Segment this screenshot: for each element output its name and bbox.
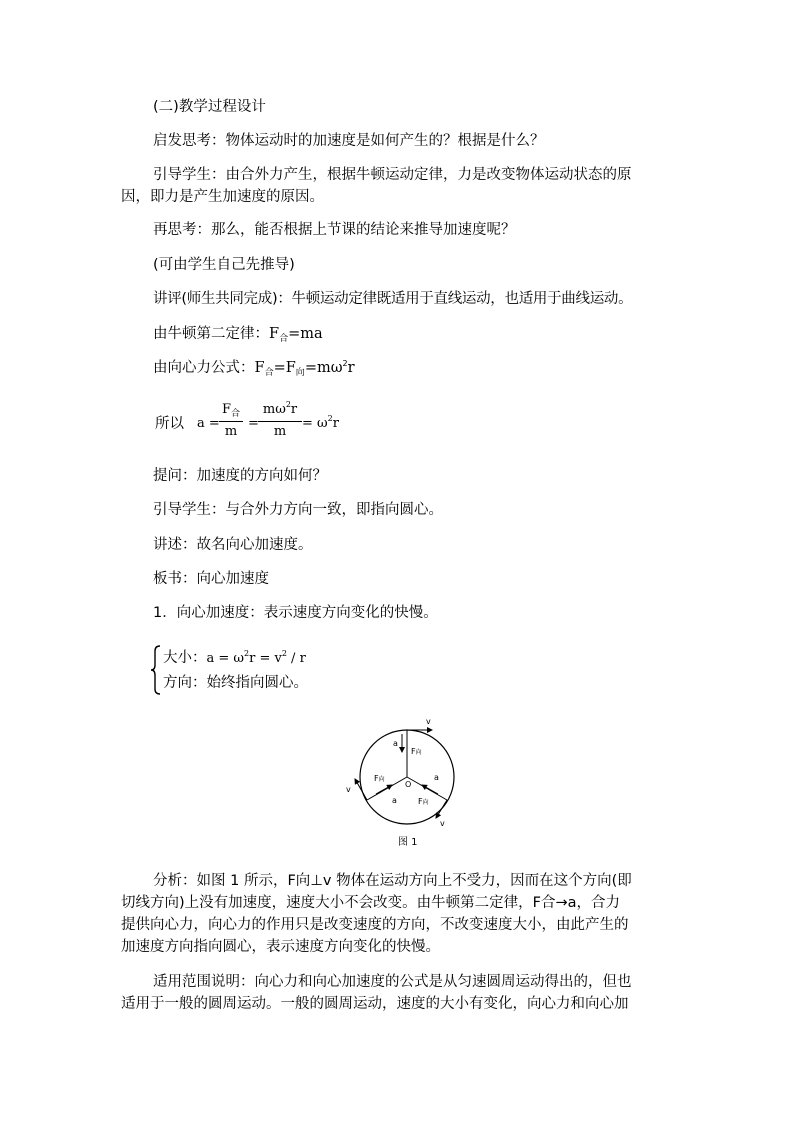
so-result: = $\omega^2r$ (302, 414, 339, 431)
guide-1-line1: 引导学生：由合外力产生，根据牛顿运动定律，力是改变物体运动状态的原 (153, 167, 632, 183)
question-1: 启发思考：物体运动时的加速度是如何产生的？根据是什么？ (153, 133, 545, 149)
size-formula: $a = \omega^2r = v^2 / r$ (206, 649, 306, 666)
brace-icon (150, 645, 162, 695)
cf-r: r (347, 360, 355, 376)
guide-2: 引导学生：与合外力方向一致，即指向圆心。 (153, 502, 443, 518)
direction-line: 方向：始终指向圆心。 (163, 675, 308, 691)
newton-sub: 合 (279, 334, 289, 344)
scope-line2: 适用于一般的圆周运动。一般的圆周运动，速度的大小有变化，向心力和向心加 (121, 996, 629, 1012)
explain: 讲述：故名向心加速度。 (153, 537, 313, 553)
label-v-left: v (346, 785, 351, 794)
label-v-right: v (440, 819, 445, 828)
fraction-1 (219, 402, 243, 440)
velocity-arrow-left (355, 779, 367, 800)
newton-label: 由牛顿第二定律： (153, 326, 269, 342)
cf-rhs: =mω (304, 360, 343, 376)
label-F-right: F向 (418, 797, 429, 806)
guide-1-line2: 因，即力是产生加速度的原因。 (121, 189, 324, 205)
comment: 讲评(师生共同完成)：牛顿运动定律既适用于直线运动，也适用于曲线运动。 (153, 291, 633, 307)
cf-sup: 2 (342, 359, 348, 368)
size-label: 大小： (163, 650, 207, 666)
accel-arrow-right (422, 785, 438, 794)
fraction-2 (258, 402, 302, 440)
newton-F: F (269, 326, 280, 342)
cf-F1: F (254, 360, 265, 376)
cf-sub1: 合 (264, 368, 274, 378)
figure-caption: 图 1 (398, 837, 418, 848)
question-3: 提问：加速度的方向如何？ (153, 468, 327, 484)
derivation-note: (可由学生自己先推导) (153, 257, 295, 273)
centripetal-formula (153, 358, 355, 380)
radius-left (367, 777, 407, 800)
label-F-left: F向 (374, 774, 385, 783)
so-a: a = (197, 416, 220, 431)
analysis-line2: 切线方向)上没有加速度，速度大小不会改变。由牛顿第二定律，F合→a，合力 (121, 895, 621, 911)
radius-right (407, 777, 447, 800)
size-line (163, 648, 306, 670)
newton-rhs: =ma (288, 326, 323, 342)
fraction-2-denominator: m (273, 424, 287, 439)
so-eq1: = (248, 416, 259, 431)
scope-line1: 适用范围说明：向心力和向心加速度的公式是从匀速圆周运动得出的，但也 (153, 974, 632, 990)
label-a-left: a (392, 796, 397, 805)
section-heading: (二)教学过程设计 (153, 99, 266, 115)
cf-eq: =F (273, 360, 296, 376)
newton-law (153, 324, 323, 346)
label-a-right: a (434, 773, 439, 782)
analysis-line4: 加速度方向指向圆心，表示速度方向变化的快慢。 (121, 939, 440, 955)
cf-sub2: 向 (295, 368, 305, 378)
accel-arrow-left (376, 785, 392, 794)
label-v-top: v (426, 717, 431, 726)
circular-motion-figure (340, 712, 460, 830)
fraction-1-denominator: m (224, 424, 238, 439)
fraction-2-numerator: $m\omega^2r$ (258, 402, 302, 422)
board: 板书：向心加速度 (153, 571, 269, 587)
fraction-1-numerator: $F_合$ (219, 402, 243, 422)
label-a-top: a (393, 739, 398, 748)
velocity-arrow-right (436, 800, 447, 818)
label-F-top: F向 (411, 747, 422, 756)
analysis-line3: 提供向心力，向心力的作用只是改变速度的方向，不改变速度大小，由此产生的 (121, 917, 629, 933)
label-center: O (405, 780, 412, 789)
centripetal-label: 由向心力公式： (153, 360, 255, 376)
question-2: 再思考：那么，能否根据上节课的结论来推导加速度呢？ (153, 222, 516, 238)
so-label: 所以 (155, 416, 184, 432)
item-1: 1．向心加速度：表示速度方向变化的快慢。 (153, 605, 438, 621)
analysis-line1: 分析：如图 1 所示，F向⊥v 物体在运动方向上不受力，因而在这个方向(即 (153, 873, 632, 889)
